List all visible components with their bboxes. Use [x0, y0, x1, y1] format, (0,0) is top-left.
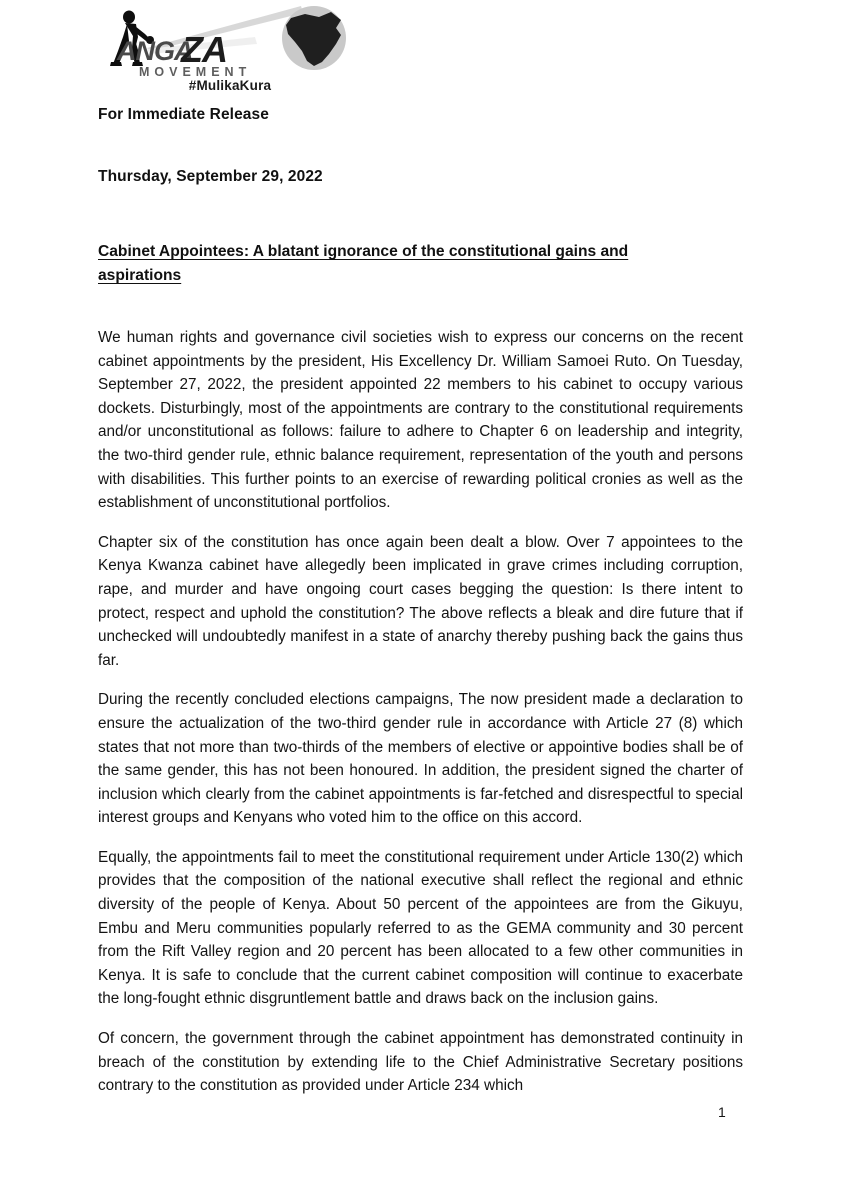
page-title: Cabinet Appointees: A blatant ignorance of the constitutional gains and aspirations	[98, 243, 629, 284]
release-notice: For Immediate Release	[98, 106, 269, 123]
angaza-movement-logo-mark	[105, 4, 355, 82]
body-paragraph: During the recently concluded elections campaigns, The now president made a declaration to ensure the actualization of the two-third gender rule in accordance with Article 27 (8) which states that not more than two-thirds of the members of elective or appointive bodies shall be of the same gender, this has not been honoured. In addition, the president signed the charter of inclusion which clearly from the cabinet appointments is far-fetched and disrespectful to special interest groups and Kenyans who voted him to the office on this accord.	[98, 691, 743, 827]
body-paragraph: Equally, the appointments fail to meet the constitutional requirement under Article 130(2) which provides that the composition of the national executive shall reflect the regional and ethnic diversity of the people of Kenya. About 50 percent of the appointees are from the Gikuyu, Embu and Meru communities popularly referred to as the GEMA community and 30 percent from the Rift Valley region and 20 percent has been allocated to a few other communities in Kenya. It is safe to conclude that the current cabinet composition will continue to exacerbate the long-fought ethnic disgruntlement battle and draws back on the inclusion gains.	[98, 848, 743, 1008]
document-date: Thursday, September 29, 2022	[98, 168, 323, 185]
body-paragraph: Of concern, the government through the cabinet appointment has demonstrated continuity in breach of the constitution by extending life to the Chief Administrative Secretary positions contrary to the constitution as provided under Article 234 which	[98, 1030, 743, 1095]
logo-text-movement: MOVEMENT	[139, 65, 252, 79]
logo-hashtag: #MulikaKura	[188, 78, 272, 93]
page-number: 1	[718, 1104, 726, 1120]
logo-text-za: ZA	[181, 29, 227, 70]
body-paragraph: We human rights and governance civil societies wish to express our concerns on the recent cabinet appointments by the president, His Excellency Dr. William Samoei Ruto. On Tuesday, September 27, 2022, the president appointed 22 members to his cabinet to occupy various dockets. Disturbingly, most of the appointments are contrary to the constitutional requirements and/or unconstitutional as follows: failure to adhere to Chapter 6 on leadership and integrity, the two-third gender rule, ethnic balance requirement, representation of the youth and persons with disabilities. This further points to an exercise of rewarding political cronies as well as the establishment of unconstitutional portfolios.	[98, 329, 743, 512]
logo-text-anga: ANGA	[117, 36, 193, 66]
document-body	[98, 326, 743, 1098]
body-paragraph: Chapter six of the constitution has once again been dealt a blow. Over 7 appointees to the Kenya Kwanza cabinet have allegedly been implicated in grave crimes including corruption, rape, and murder and have ongoing court cases begging the question: Is there intent to protect, respect and uphold the constitution? The above reflects a bleak and dire future that if unchecked will undoubtedly manifest in a state of anarchy thereby pushing back the gains thus far.	[98, 533, 743, 669]
organization-logo	[105, 4, 355, 100]
